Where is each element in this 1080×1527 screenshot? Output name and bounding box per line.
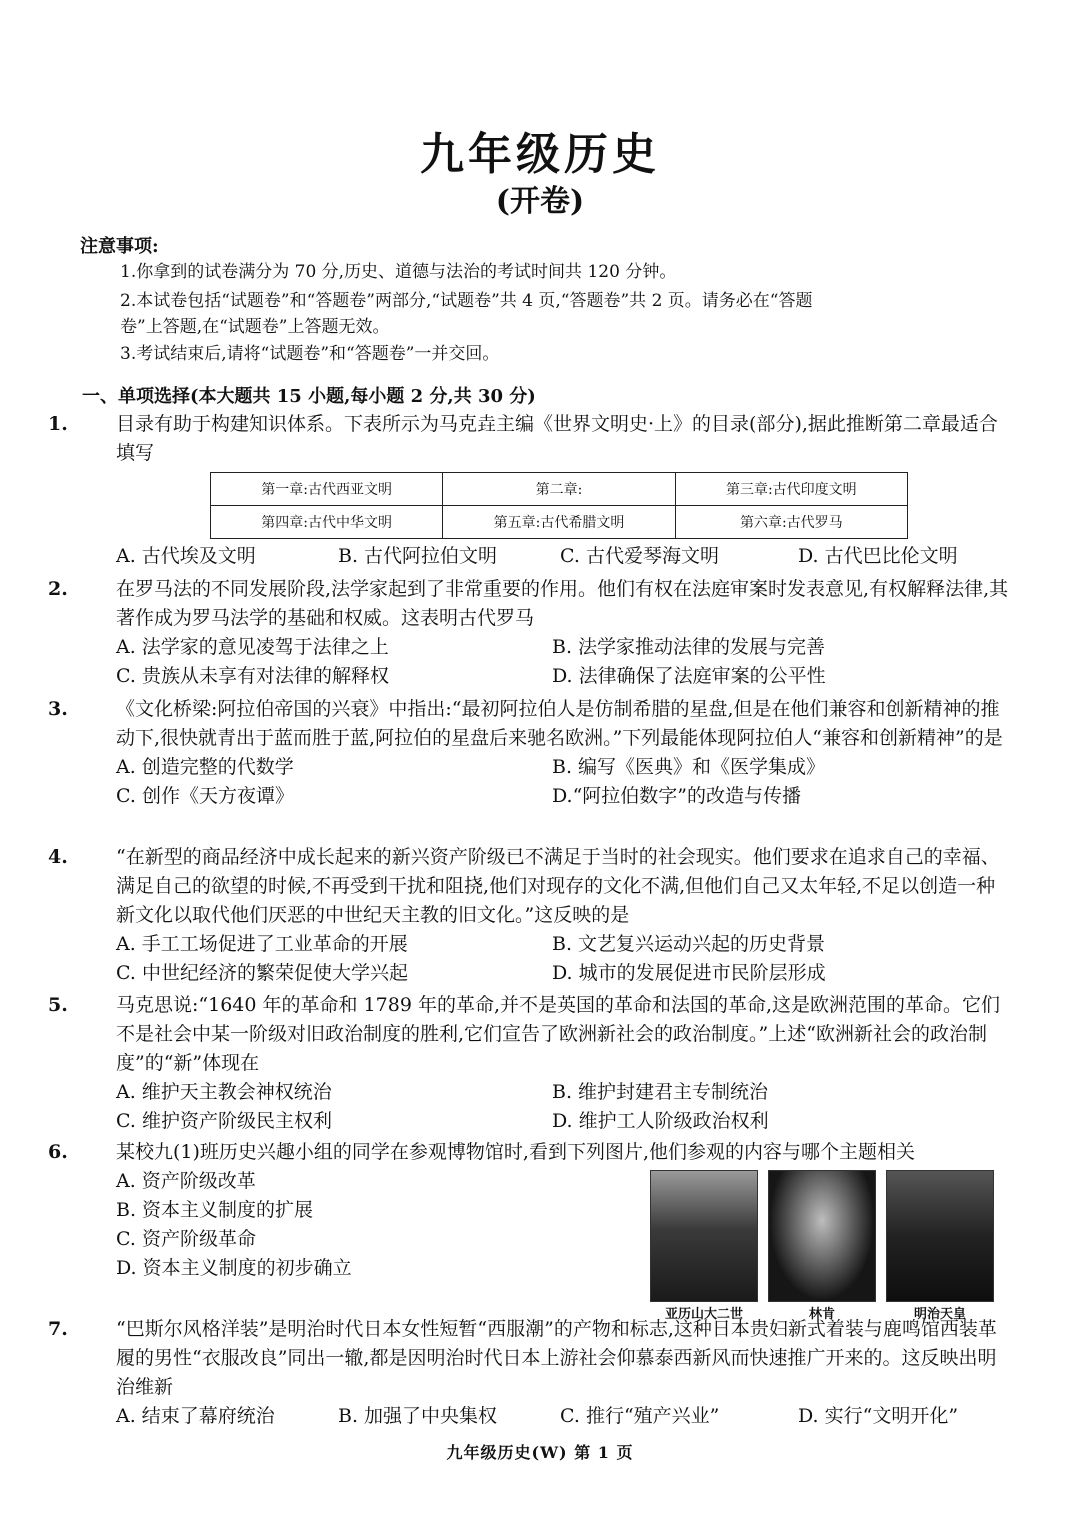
option-c[interactable]: C. 贵族从未享有对法律的解释权: [116, 665, 389, 687]
option-c[interactable]: C. 推行“殖产兴业”: [560, 1405, 720, 1427]
portrait-lincoln: [768, 1170, 876, 1322]
table-cell: 第六章:古代罗马: [675, 506, 907, 539]
table-row: [211, 473, 908, 506]
option-c[interactable]: C. 创作《天方夜谭》: [116, 785, 294, 807]
question-number: 4.: [48, 846, 68, 868]
option-a[interactable]: A. 维护天主教会神权统治: [116, 1081, 332, 1103]
question-1: [48, 410, 1012, 468]
portrait-alexander-ii: [650, 1170, 758, 1322]
notice-item: 1.你拿到的试卷满分为 70 分,历史、道德与法治的考试时间共 120 分钟。: [120, 262, 677, 282]
option-b[interactable]: B. 法学家推动法律的发展与完善: [552, 636, 826, 658]
toc-table: [210, 472, 908, 539]
question-number: 2.: [48, 578, 68, 600]
question-stem: 《文化桥梁:阿拉伯帝国的兴衰》中指出:“最初阿拉伯人是仿制希腊的星盘,但是在他们兼容和创新精神的推动下,很快就青出于蓝而胜于蓝,阿拉伯的星盘后来驰名欧洲。”下列最能体现阿拉伯人“兼容和创新精神”的是: [116, 698, 1003, 749]
table-cell: 第五章:古代希腊文明: [443, 506, 675, 539]
option-b[interactable]: B. 文艺复兴运动兴起的历史背景: [552, 933, 826, 955]
option-d[interactable]: D. 法律确保了法庭审案的公平性: [552, 665, 826, 687]
page-footer: 九年级历史(W) 第 1 页: [446, 1443, 634, 1462]
question-4: [48, 843, 1012, 988]
option-a[interactable]: A. 结束了幕府统治: [116, 1405, 275, 1427]
option-d[interactable]: D. 古代巴比伦文明: [798, 545, 958, 567]
question-5: [48, 991, 1012, 1136]
question-number: 7.: [48, 1318, 68, 1340]
question-stem: 马克思说:“1640 年的革命和 1789 年的革命,并不是英国的革命和法国的革命,这是欧洲范围的革命。它们不是社会中某一阶级对旧政治制度的胜利,它们宣告了欧洲新社会的政治制度。”上述“欧洲新社会的政治制度”的“新”体现在: [116, 994, 1001, 1074]
notice-heading: 注意事项:: [80, 236, 159, 257]
portrait-caption: 明治天皇: [913, 1307, 966, 1322]
question-stem: “巴斯尔风格洋装”是明治时代日本女性短暂“西服潮”的产物和标志,这种日本贵妇新式着装与鹿鸣馆西装革履的男性“衣服改良”同出一辙,都是因明治时代日本上游社会仰慕泰西新风而快速推广开来的。这反映出明治维新: [116, 1318, 997, 1398]
option-b[interactable]: B. 维护封建君主专制统治: [552, 1081, 769, 1103]
question-3: [48, 695, 1012, 811]
option-a[interactable]: A. 法学家的意见凌驾于法律之上: [116, 636, 389, 658]
portrait-meiji: [886, 1170, 994, 1322]
option-a[interactable]: A. 古代埃及文明: [116, 545, 256, 567]
table-cell: 第四章:古代中华文明: [211, 506, 443, 539]
notice-item: 2.本试卷包括“试题卷”和“答题卷”两部分,“试题卷”共 4 页,“答题卷”共 2 页。请务必在“答题: [120, 291, 813, 311]
option-d[interactable]: D. 维护工人阶级政治权利: [552, 1110, 769, 1132]
option-d[interactable]: D. 城市的发展促进市民阶层形成: [552, 962, 826, 984]
option-b[interactable]: B. 资本主义制度的扩展: [116, 1199, 314, 1221]
table-cell: 第三章:古代印度文明: [675, 473, 907, 506]
question-number: 1.: [48, 413, 68, 435]
page-subtitle: (开卷): [495, 184, 585, 219]
question-7: [48, 1315, 1012, 1431]
portrait-caption: 林肯: [808, 1307, 835, 1322]
notice-item: 卷”上答题,在“试题卷”上答题无效。: [120, 317, 390, 337]
question-number: 5.: [48, 994, 68, 1016]
option-c[interactable]: C. 古代爱琴海文明: [560, 545, 719, 567]
option-c[interactable]: C. 中世纪经济的繁荣促使大学兴起: [116, 962, 408, 984]
option-d[interactable]: D. 资本主义制度的初步确立: [116, 1257, 352, 1279]
option-c[interactable]: C. 维护资产阶级民主权利: [116, 1110, 332, 1132]
table-cell: 第二章:: [443, 473, 675, 506]
option-b[interactable]: B. 加强了中央集权: [338, 1405, 498, 1427]
option-b[interactable]: B. 编写《医典》和《医学集成》: [552, 756, 826, 778]
question-stem: 某校九(1)班历史兴趣小组的同学在参观博物馆时,看到下列图片,他们参观的内容与哪个主题相关: [116, 1141, 915, 1163]
option-c[interactable]: C. 资产阶级革命: [116, 1228, 256, 1250]
portrait-caption: 亚历山大二世: [664, 1307, 743, 1322]
question-number: 3.: [48, 698, 68, 720]
section-heading: 一、单项选择(本大题共 15 小题,每小题 2 分,共 30 分): [82, 386, 536, 407]
table-row: [211, 506, 908, 539]
question-stem: “在新型的商品经济中成长起来的新兴资产阶级已不满足于当时的社会现实。他们要求在追求自己的幸福、满足自己的欲望的时候,不再受到干扰和阻挠,他们对现存的文化不满,但他们自己又太年轻,不足以创造一种新文化以取代他们厌恶的中世纪天主教的旧文化。”这反映的是: [116, 846, 1000, 926]
table-cell: 第一章:古代西亚文明: [211, 473, 443, 506]
question-stem: 目录有助于构建知识体系。下表所示为马克垚主编《世界文明史·上》的目录(部分),据此推断第二章最适合填写: [116, 413, 998, 464]
option-d[interactable]: D. 实行“文明开化”: [798, 1405, 959, 1427]
portrait-gallery: [650, 1170, 1010, 1320]
question-number: 6.: [48, 1141, 68, 1163]
option-a[interactable]: A. 手工工场促进了工业革命的开展: [116, 933, 408, 955]
option-a[interactable]: A. 创造完整的代数学: [116, 756, 294, 778]
option-d[interactable]: D.“阿拉伯数字”的改造与传播: [552, 785, 802, 807]
question-1-options: [82, 542, 1012, 571]
option-a[interactable]: A. 资产阶级改革: [116, 1170, 256, 1192]
notice-item: 3.考试结束后,请将“试题卷”和“答题卷”一并交回。: [120, 344, 500, 364]
option-b[interactable]: B. 古代阿拉伯文明: [338, 545, 498, 567]
question-2: [48, 575, 1012, 691]
question-stem: 在罗马法的不同发展阶段,法学家起到了非常重要的作用。他们有权在法庭审案时发表意见,有权解释法律,其著作成为罗马法学的基础和权威。这表明古代罗马: [116, 578, 1009, 629]
page-title: 九年级历史: [420, 129, 660, 180]
